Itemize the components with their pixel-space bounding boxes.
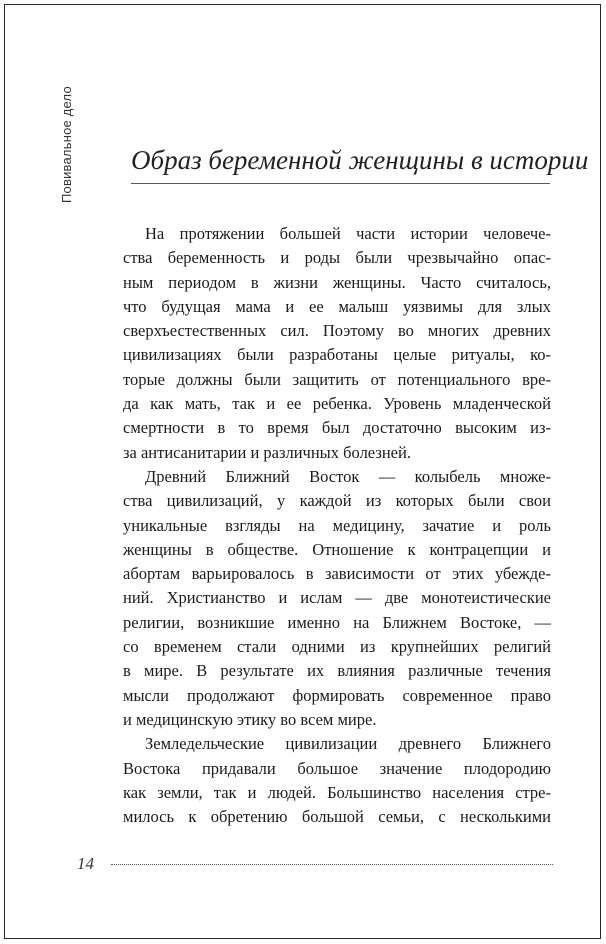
page-frame <box>4 4 601 939</box>
body-text <box>123 222 551 829</box>
paragraph-2 <box>123 465 551 732</box>
text-line: женщины в обществе. Отношение к контрацепции и <box>123 539 551 559</box>
text-line: торые должны были защитить от потенциального вре- <box>123 369 551 389</box>
text-line: ным периодом в жизни женщины. Часто считалось, <box>123 272 551 292</box>
text-line: за антисанитарии и различных болезней. <box>123 442 411 462</box>
page-number: 14 <box>77 854 94 873</box>
text-line: ний. Христианство и ислам — две монотеистические <box>123 588 551 608</box>
text-line: со временем стали одними из крупнейших религий <box>123 637 551 657</box>
text-line: да как мать, так и ее ребенка. Уровень младенческой <box>123 394 551 414</box>
text-line: сверхъестественных сил. Поэтому во многих древних <box>123 321 551 341</box>
text-line: ства беременность и роды были чрезвычайно опас- <box>123 248 551 268</box>
text-line: милось к обретению большой семьи, с несколькими <box>123 807 551 827</box>
text-line: абортам варьировалось в зависимости от этих убежде- <box>123 564 551 584</box>
paragraph-1 <box>123 222 551 465</box>
text-line: уникальные взгляды на медицину, зачатие и роль <box>123 515 551 535</box>
text-line: как земли, так и людей. Большинство населения стре- <box>123 782 551 802</box>
text-line: что будущая мама и ее малыш уязвимы для злых <box>123 296 551 316</box>
footer-dotted-rule <box>111 864 553 865</box>
text-line: мысли продолжают формировать современное право <box>123 685 551 705</box>
running-head: Повивальное дело <box>59 86 74 203</box>
text-line: и медицинскую этику во всем мире. <box>123 709 377 729</box>
text-line: цивилизациях были разработаны целые ритуалы, ко- <box>123 345 551 365</box>
text-line: Древний Ближний Восток — колыбель множе- <box>145 466 551 486</box>
text-line: ства цивилизаций, у каждой из которых были свои <box>123 491 551 511</box>
paragraph-3 <box>123 732 551 829</box>
text-line: смертности в то время был достаточно высоким из- <box>123 418 551 438</box>
text-line: религии, возникшие именно на Ближнем Востоке, — <box>123 612 551 632</box>
text-line: Востока придавали большое значение плодородию <box>123 758 551 778</box>
text-line: в мире. В результате их влияния различные течения <box>123 661 551 681</box>
chapter-title: Образ беременной женщины в истории <box>131 145 589 175</box>
text-line: Земледельческие цивилизации древнего Ближнего <box>145 734 551 754</box>
text-line: На протяжении большей части истории человече- <box>145 224 551 243</box>
title-underline <box>131 183 550 184</box>
